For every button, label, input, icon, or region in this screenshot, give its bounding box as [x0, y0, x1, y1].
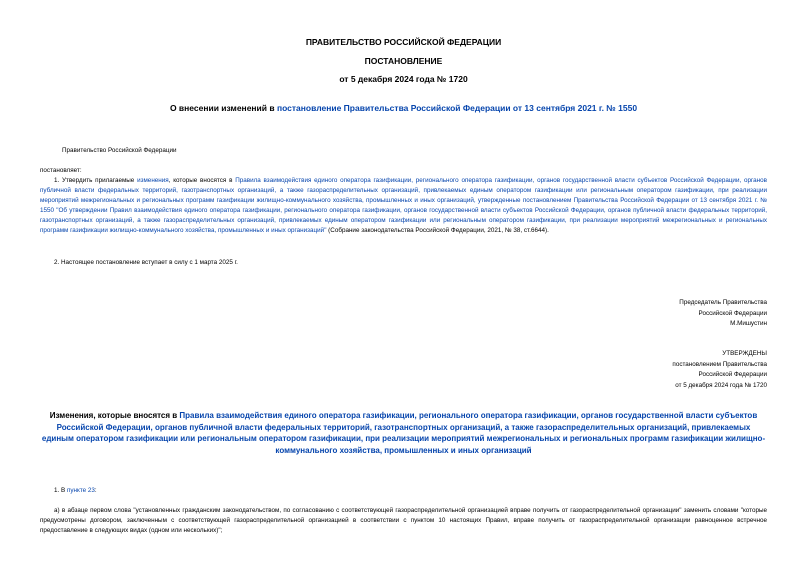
rules-link[interactable]: Правила взаимодействия единого оператора газификации, регионального оператора газификации, органов государственной власти субъектов Российской Федерации, органов публичной власти федеральных территорий, газотранспортных организаций, а также газораспределительных организаций, привлекаемых единым оператором газификации или региональным оператором газификации, при реализации мероприятий межрегиональных и региональных программ газификации жилищно-коммунального хозяйства, промышленных и иных организаций, утвержденные постановлением Правительства Российской Федерации от 13 сентября 2021 г. № 1550 "Об утверждении Правил взаимодействия единого оператора газификации, регионального оператора газификации, органов государственной власти субъектов Российской Федерации, органов публичной власти федеральных территорий, газотранспортных организаций, а также газораспределительных организаций, привлекаемых единым оператором газификации или региональным оператором газификации, при реализации мероприятий межрегиональных и региональных программ газификации жилищно-коммунального хозяйства, промышленных и иных организаций": [40, 177, 767, 234]
issuer-text: Правительство Российской Федерации: [62, 147, 177, 154]
changes-heading: [40, 410, 767, 456]
paragraph-2: 2. Настоящее постановление вступает в силу с 1 марта 2025 г.: [54, 259, 238, 266]
document-org: ПРАВИТЕЛЬСТВО РОССИЙСКОЙ ФЕДЕРАЦИИ: [305, 37, 502, 47]
item-1-text-a: 1. В: [54, 487, 67, 494]
approval-block: [507, 349, 767, 391]
changes-heading-text: Изменения, которые вносятся в: [49, 411, 180, 420]
approved-line-1: УТВЕРЖДЕНЫ: [722, 350, 767, 357]
approved-line-2: постановлением Правительства: [672, 360, 767, 368]
changes-link[interactable]: изменения: [137, 177, 169, 184]
signer-line-1: Председатель Правительства: [679, 299, 767, 306]
signer-line-3: М.Мишустин: [730, 320, 767, 327]
approved-line-4: от 5 декабря 2024 года № 1720: [675, 381, 767, 389]
item-1: [54, 486, 97, 496]
decides-text: постановляет:: [40, 167, 82, 174]
document-type: ПОСТАНОВЛЕНИЕ: [364, 56, 443, 66]
item-1-text-b: :: [94, 487, 97, 494]
changes-heading-link[interactable]: Правила взаимодействия единого оператора газификации, регионального оператора газификации, органов государственной власти субъектов Российской Федерации, органов публичной власти федеральных территорий, газотранспортных организаций, а также газораспределительных организаций, привлекаемых единым оператором газификации или региональным оператором газификации, при реализации мероприятий межрегиональных и региональных программ газификации жилищно-коммунального хозяйства, промышленных и иных организаций: [41, 411, 766, 455]
document-title: [0, 103, 807, 113]
clause-23-link[interactable]: пункте 23: [66, 487, 95, 494]
item-1a: а) в абзаце первом слова "установленных гражданским законодательством, по согласованию с соответствующей газораспределительной организацией вправе получить от газораспределительной организации" заменить словами "которые предусмотрены договором, заключенным с соответствующей газораспределительной организацией в соответствии с пунктом 10 настоящих Правил, вправе получить от газораспределительной организации равноценное встречное предоставление в следующих видах (одном или нескольких)";: [40, 507, 767, 534]
paragraph-1-text-b: , которые вносятся в: [168, 177, 236, 184]
paragraph-1: [40, 176, 767, 236]
document-title-text: О внесении изменений в: [169, 103, 277, 113]
paragraph-1-text-a: 1. Утвердить прилагаемые: [54, 177, 138, 184]
paragraph-1-text-c: (Собрание законодательства Российской Федерации, 2021, № 38, ст.6644).: [326, 227, 549, 234]
document-title-link[interactable]: постановление Правительства Российской Федерации от 13 сентября 2021 г. № 1550: [276, 103, 638, 113]
signer-line-2: Российской Федерации: [698, 309, 767, 317]
signature-block: [507, 298, 767, 330]
document-date-number: от 5 декабря 2024 года № 1720: [339, 74, 468, 84]
approved-line-3: Российской Федерации: [698, 371, 767, 378]
